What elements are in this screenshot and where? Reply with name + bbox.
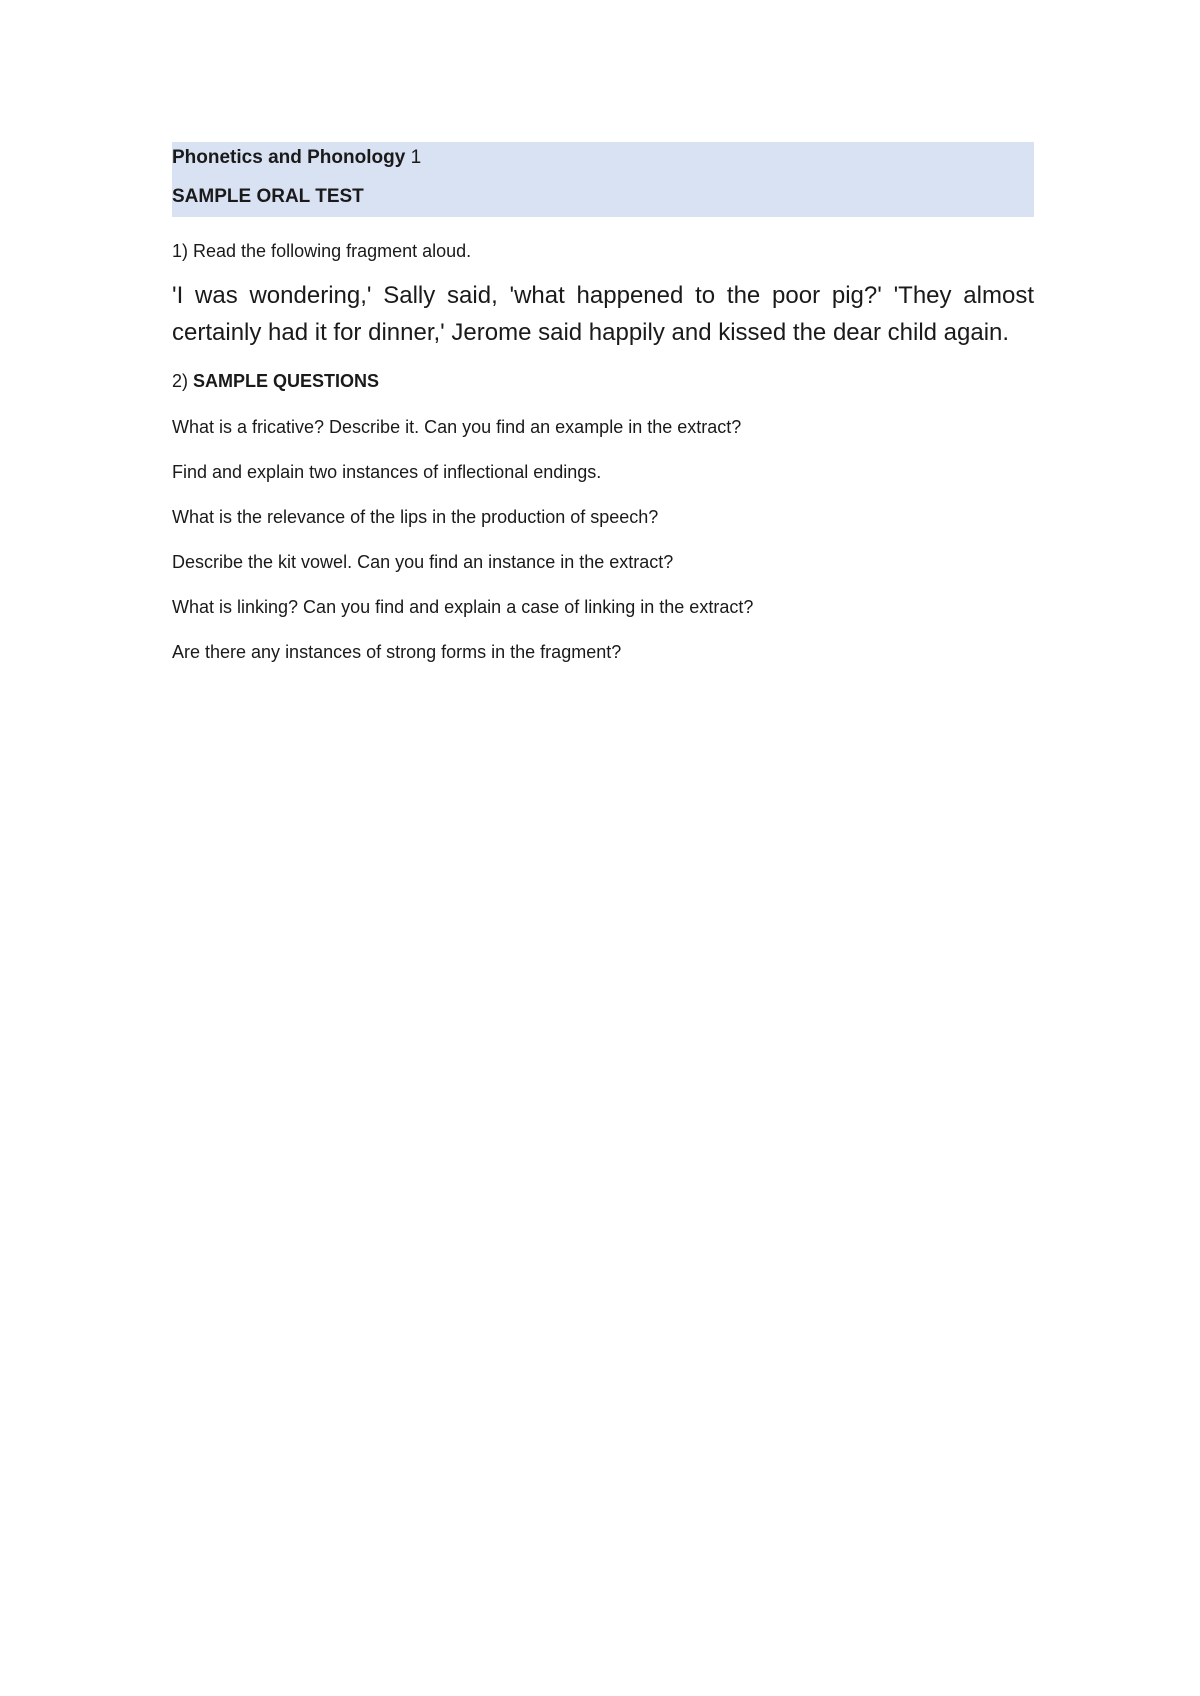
question-item: What is linking? Can you find and explain a case of linking in the extract? <box>172 597 754 617</box>
title-bold-text: Phonetics and Phonology <box>172 147 406 168</box>
question-item: Describe the kit vowel. Can you find an instance in the extract? <box>172 552 674 572</box>
questions-number: 2) <box>172 371 194 391</box>
question-item: Find and explain two instances of inflectional endings. <box>172 462 602 482</box>
document-title <box>172 142 1034 174</box>
question-item: Are there any instances of strong forms in the fragment? <box>172 642 622 662</box>
read-instruction: 1) Read the following fragment aloud. <box>172 241 472 261</box>
title-number: 1 <box>405 147 422 168</box>
question-item: What is the relevance of the lips in the production of speech? <box>172 507 659 527</box>
reading-fragment: 'I was wondering,' Sally said, 'what happened to the poor pig?' 'They almost certainly had it for dinner,' Jerome said happily and kissed the dear child again. <box>172 282 1034 346</box>
questions-heading <box>172 369 1034 393</box>
document-subtitle: SAMPLE ORAL TEST <box>172 186 364 207</box>
document-content <box>172 142 1034 685</box>
questions-title: SAMPLE QUESTIONS <box>193 371 380 391</box>
question-item: What is a fricative? Describe it. Can you find an example in the extract? <box>172 417 742 437</box>
header-block <box>172 142 1034 217</box>
